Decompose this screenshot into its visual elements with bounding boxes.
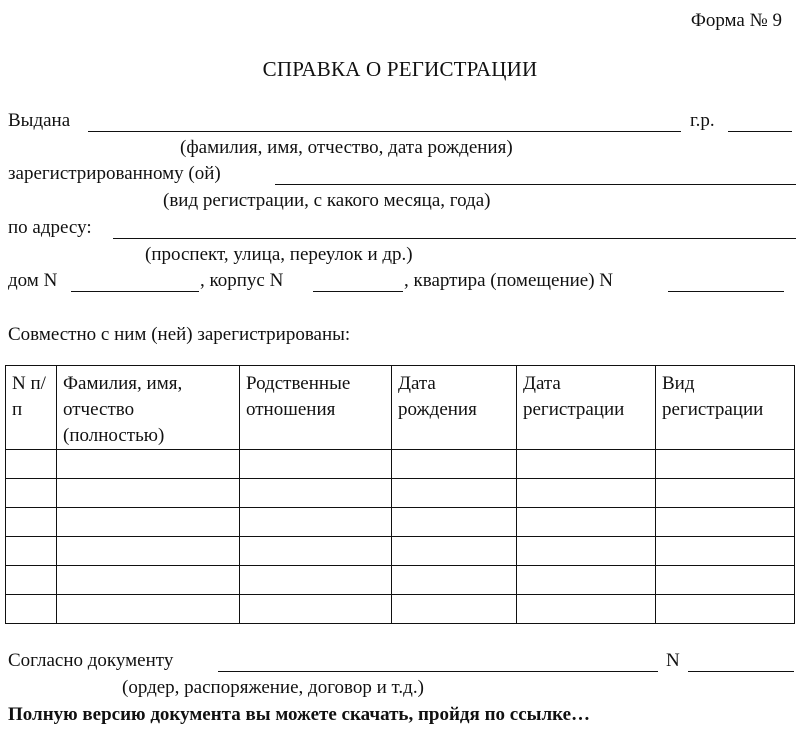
issued-label: Выдана — [8, 110, 71, 131]
table-cell[interactable] — [57, 508, 240, 537]
table-cell[interactable] — [517, 479, 656, 508]
address-label: по адресу: — [8, 217, 92, 238]
table-cell[interactable] — [57, 537, 240, 566]
download-note: Полную версию документа вы можете скачать, пройдя по ссылке… — [8, 704, 591, 725]
registered-label: зарегистрированному (ой) — [8, 163, 221, 184]
table-cell[interactable] — [240, 479, 392, 508]
table-cell[interactable] — [392, 450, 517, 479]
apartment-label: , квартира (помещение) N — [404, 270, 614, 291]
address-line[interactable] — [113, 238, 796, 239]
house-line[interactable] — [71, 291, 199, 292]
table-cell[interactable] — [517, 450, 656, 479]
table-row — [6, 566, 795, 595]
registration-type-hint: (вид регистрации, с какого месяца, года) — [163, 190, 491, 211]
table-cell[interactable] — [240, 595, 392, 624]
table-cell[interactable] — [6, 537, 57, 566]
table-cell[interactable] — [240, 508, 392, 537]
table-cell[interactable] — [517, 566, 656, 595]
col-header-relationship: Родственные отношения — [240, 366, 392, 450]
table-cell[interactable] — [392, 566, 517, 595]
table-cell[interactable] — [392, 537, 517, 566]
table-cell[interactable] — [6, 479, 57, 508]
table-cell[interactable] — [656, 537, 795, 566]
table-cell[interactable] — [392, 479, 517, 508]
building-line[interactable] — [313, 291, 403, 292]
document-basis-hint: (ордер, распоряжение, договор и т.д.) — [122, 677, 424, 698]
table-row — [6, 595, 795, 624]
table-cell[interactable] — [392, 508, 517, 537]
table-header-row — [6, 366, 795, 450]
table-cell[interactable] — [57, 595, 240, 624]
table-cell[interactable] — [57, 479, 240, 508]
birth-year-label: г.р. — [690, 110, 715, 131]
col-header-birth-date: Дата рождения — [392, 366, 517, 450]
birth-year-line[interactable] — [728, 131, 792, 132]
table-cell[interactable] — [240, 450, 392, 479]
table-body — [6, 450, 795, 624]
co-registered-table — [5, 365, 795, 624]
building-label: , корпус N — [200, 270, 284, 291]
table-cell[interactable] — [392, 595, 517, 624]
document-basis-label: Согласно документу — [8, 650, 174, 671]
table-cell[interactable] — [517, 537, 656, 566]
table-cell[interactable] — [656, 508, 795, 537]
table-cell[interactable] — [517, 508, 656, 537]
table-cell[interactable] — [656, 450, 795, 479]
table-row — [6, 508, 795, 537]
col-header-number: N п/п — [6, 366, 57, 450]
issued-name-line[interactable] — [88, 131, 681, 132]
table-cell[interactable] — [6, 450, 57, 479]
document-number-line[interactable] — [688, 671, 794, 672]
table-cell[interactable] — [656, 595, 795, 624]
table-row — [6, 479, 795, 508]
table-cell[interactable] — [57, 450, 240, 479]
table-cell[interactable] — [240, 537, 392, 566]
name-hint: (фамилия, имя, отчество, дата рождения) — [180, 137, 513, 158]
apartment-line[interactable] — [668, 291, 784, 292]
form-number: Форма № 9 — [690, 10, 782, 31]
table-cell[interactable] — [57, 566, 240, 595]
col-header-registration-type: Вид регистрации — [656, 366, 795, 450]
table-cell[interactable] — [6, 595, 57, 624]
table-cell[interactable] — [517, 595, 656, 624]
col-header-registration-date: Дата регистрации — [517, 366, 656, 450]
table-cell[interactable] — [6, 508, 57, 537]
table-cell[interactable] — [6, 566, 57, 595]
co-registered-label: Совместно с ним (ней) зарегистрированы: — [8, 324, 351, 345]
table-cell[interactable] — [656, 479, 795, 508]
table-cell[interactable] — [656, 566, 795, 595]
registered-line[interactable] — [275, 184, 796, 185]
table-row — [6, 537, 795, 566]
document-number-label: N — [666, 650, 680, 671]
address-hint: (проспект, улица, переулок и др.) — [145, 244, 413, 265]
table-cell[interactable] — [240, 566, 392, 595]
col-header-full-name: Фамилия, имя, отчество (полностью) — [57, 366, 240, 450]
house-label: дом N — [8, 270, 58, 291]
document-basis-line[interactable] — [218, 671, 658, 672]
document-title: СПРАВКА О РЕГИСТРАЦИИ — [262, 57, 538, 81]
table-row — [6, 450, 795, 479]
